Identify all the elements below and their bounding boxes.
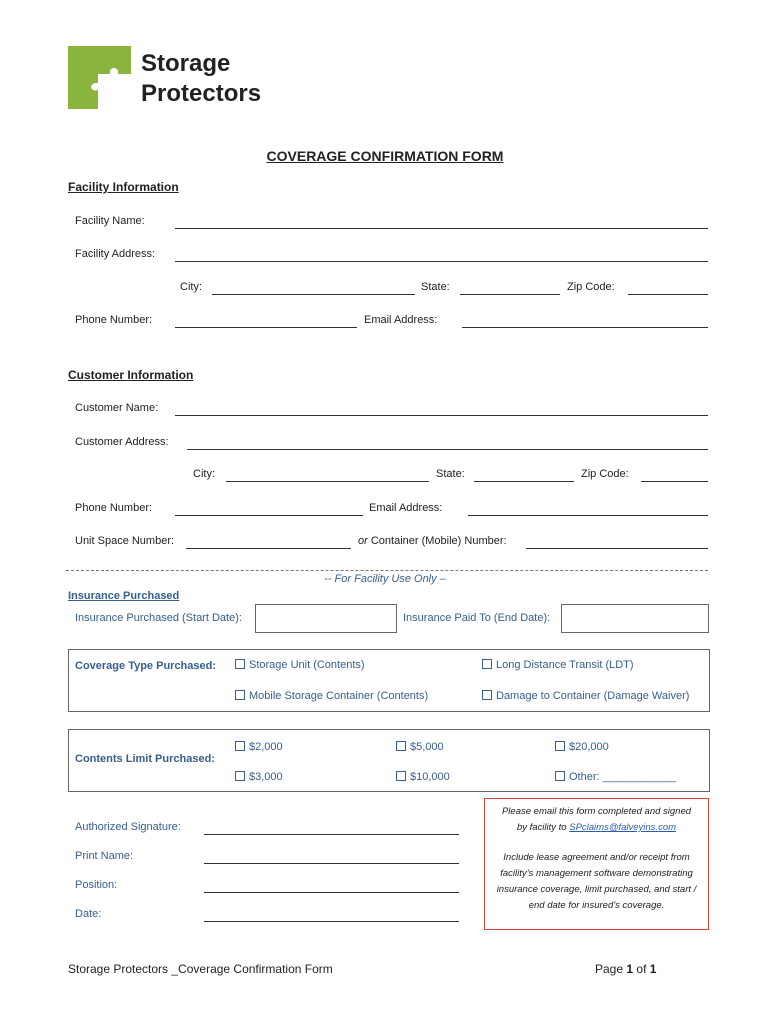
customer-zip-label: Zip Code: (581, 468, 629, 480)
customer-phone-field[interactable] (175, 515, 363, 516)
limit-other-checkbox[interactable]: Other: ____________ (555, 771, 676, 783)
customer-city-field[interactable] (226, 481, 429, 482)
position-field[interactable] (204, 892, 459, 893)
facility-zip-field[interactable] (628, 294, 708, 295)
logo-icon (68, 46, 131, 109)
coverage-storage-unit-checkbox[interactable]: Storage Unit (Contents) (235, 659, 365, 671)
facility-zip-label: Zip Code: (567, 281, 615, 293)
authorized-signature-field[interactable] (204, 834, 459, 835)
limit-5000-checkbox[interactable]: $5,000 (396, 741, 444, 753)
coverage-type-label: Coverage Type Purchased: (75, 660, 217, 672)
facility-heading: Facility Information (68, 180, 179, 194)
customer-state-label: State: (436, 468, 465, 480)
coverage-damage-waiver-checkbox[interactable]: Damage to Container (Damage Waiver) (482, 690, 689, 702)
print-name-field[interactable] (204, 863, 459, 864)
start-date-input[interactable] (255, 604, 397, 633)
start-date-label: Insurance Purchased (Start Date): (75, 612, 242, 624)
facility-email-label: Email Address: (364, 314, 438, 326)
date-field[interactable] (204, 921, 459, 922)
coverage-ldt-checkbox[interactable]: Long Distance Transit (LDT) (482, 659, 634, 671)
end-date-label: Insurance Paid To (End Date): (403, 612, 551, 624)
note-line-2: by facility to SPclaims@falveyins.com (516, 822, 677, 833)
facility-phone-field[interactable] (175, 327, 357, 328)
facility-address-label: Facility Address: (75, 248, 156, 260)
logo-line-2: Protectors (141, 80, 262, 107)
customer-heading: Customer Information (68, 368, 194, 382)
print-name-label: Print Name: (75, 850, 134, 862)
position-label: Position: (75, 879, 118, 891)
unit-space-field[interactable] (186, 548, 351, 549)
facility-city-field[interactable] (212, 294, 415, 295)
limit-10000-checkbox[interactable]: $10,000 (396, 771, 450, 783)
customer-address-field[interactable] (187, 449, 708, 450)
insurance-purchased-heading: Insurance Purchased (68, 590, 180, 602)
unit-space-label: Unit Space Number: (75, 535, 175, 547)
limit-2000-checkbox[interactable]: $2,000 (235, 741, 283, 753)
form-title: COVERAGE CONFIRMATION FORM (266, 148, 504, 164)
customer-phone-label: Phone Number: (75, 502, 153, 514)
facility-state-field[interactable] (460, 294, 560, 295)
facility-use-banner: -- For Facility Use Only – (324, 573, 446, 585)
instructions-note (484, 798, 709, 930)
contents-limit-label: Contents Limit Purchased: (75, 753, 215, 765)
facility-name-label: Facility Name: (75, 215, 145, 227)
customer-name-label: Customer Name: (75, 402, 159, 414)
note-paragraph-2: Include lease agreement and/or receipt from facility’s management software demonstrating insurance coverage, limit purchased, and start / end date for insured’s coverage. (496, 852, 697, 911)
customer-email-label: Email Address: (369, 502, 443, 514)
facility-email-field[interactable] (462, 327, 708, 328)
facility-phone-label: Phone Number: (75, 314, 153, 326)
customer-name-field[interactable] (175, 415, 708, 416)
container-number-field[interactable] (526, 548, 708, 549)
facility-city-label: City: (180, 281, 202, 293)
authorized-signature-label: Authorized Signature: (75, 821, 181, 833)
facility-name-field[interactable] (175, 228, 708, 229)
limit-20000-checkbox[interactable]: $20,000 (555, 741, 609, 753)
footer-left: Storage Protectors _Coverage Confirmation Form (68, 962, 333, 976)
end-date-input[interactable] (561, 604, 709, 633)
customer-state-field[interactable] (474, 481, 574, 482)
limit-3000-checkbox[interactable]: $3,000 (235, 771, 283, 783)
container-number-label: or Container (Mobile) Number: (358, 535, 507, 547)
logo-line-1: Storage (141, 50, 231, 77)
customer-email-field[interactable] (468, 515, 708, 516)
customer-zip-field[interactable] (641, 481, 708, 482)
section-divider (66, 570, 708, 571)
facility-state-label: State: (421, 281, 450, 293)
facility-address-field[interactable] (175, 261, 708, 262)
note-line-1: Please email this form completed and signed (501, 806, 692, 817)
coverage-mobile-container-checkbox[interactable]: Mobile Storage Container (Contents) (235, 690, 428, 702)
customer-address-label: Customer Address: (75, 436, 169, 448)
claims-email-link[interactable]: SPclaims@falveyins.com (569, 822, 677, 833)
page-number: Page 1 of 1 (595, 962, 657, 976)
date-label: Date: (75, 908, 102, 920)
customer-city-label: City: (193, 468, 215, 480)
